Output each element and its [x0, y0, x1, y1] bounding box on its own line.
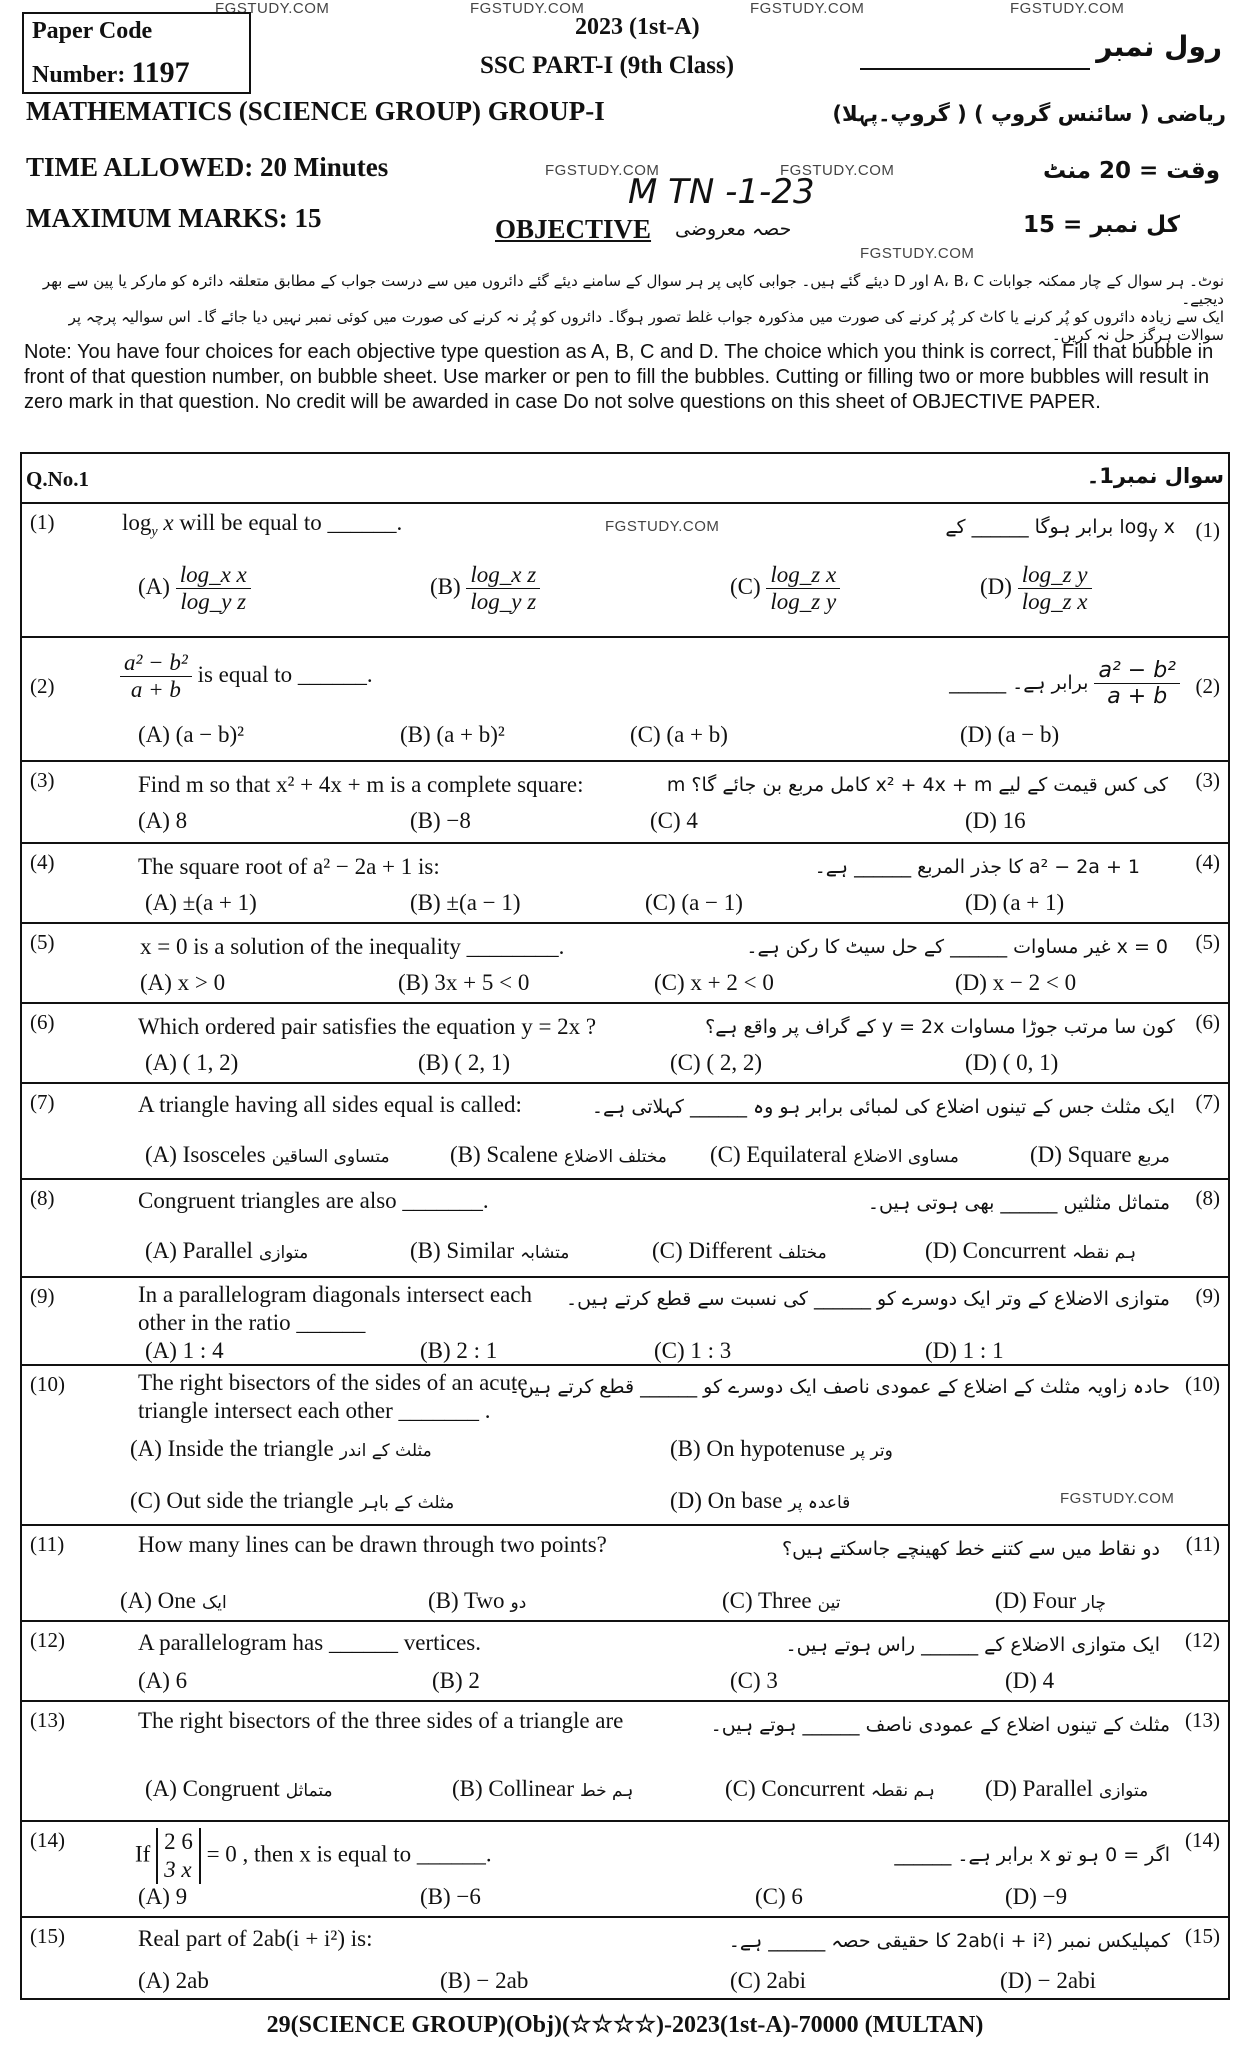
option-b: (B) Two دو	[428, 1588, 527, 1613]
watermark: FGSTUDY.COM	[215, 0, 330, 17]
question-header: Q.No.1	[26, 467, 89, 491]
question-text: The right bisectors of the sides of an acute	[138, 1370, 528, 1395]
question-10	[20, 1364, 1230, 1524]
question-1	[20, 502, 1230, 636]
question-text: Congruent triangles are also _______.	[138, 1188, 489, 1213]
option-c: (C) ( 2, 2)	[670, 1050, 762, 1075]
question-5	[20, 922, 1230, 1002]
question-15	[20, 1916, 1230, 2000]
question-text: The right bisectors of the three sides of a triangle are	[138, 1708, 624, 1733]
option-c: (C) $\frac{\text{log\_z x}}{\text{log\_z y}}$	[730, 562, 840, 615]
option-a: (A) (a − b)²	[138, 722, 245, 747]
option-a: (A) Congruent متماثل	[145, 1776, 333, 1801]
question-text-urdu: حادہ زاویہ مثلث کے اضلاع کے عمودی ناصف ایک دوسرے کو ______ قطع کرتے ہیں۔	[508, 1376, 1170, 1398]
question-text-line-2: other in the ratio ______	[138, 1310, 366, 1335]
option-b: (B) −6	[420, 1884, 481, 1909]
option-c: (C) (a − 1)	[645, 890, 743, 915]
option-b: (B) −8	[410, 808, 471, 833]
time-allowed: TIME ALLOWED: 20 Minutes	[26, 152, 389, 182]
question-number-right: (10)	[1185, 1372, 1220, 1396]
option-a: (A) 1 : 4	[145, 1338, 224, 1363]
option-d: (D) (a − b)	[960, 722, 1060, 747]
time-allowed-urdu: وقت = 20 منٹ	[1043, 158, 1220, 184]
question-text-urdu: a² − 2a + 1 کا جذر المربع ______ ہے۔	[814, 856, 1140, 878]
question-text-urdu: کمپلیکس نمبر 2ab(i + i²) کا حقیقی حصہ ______ ہے۔	[728, 1930, 1170, 1952]
option-c: (C) Different مختلف	[652, 1238, 827, 1263]
question-text-urdu: کی کس قیمت کے لیے x² + 4x + m کامل مربع بن جائے گا؟ m	[666, 774, 1168, 796]
question-text: How many lines can be drawn through two points?	[138, 1532, 607, 1557]
option-c: (C) 3	[730, 1668, 778, 1693]
watermark: FGSTUDY.COM	[1010, 0, 1125, 17]
subject-title: MATHEMATICS (SCIENCE GROUP) GROUP-I	[26, 96, 605, 126]
question-text: Which ordered pair satisfies the equation y = 2x ?	[138, 1014, 597, 1039]
question-number: (3)	[30, 768, 55, 792]
option-d: (D) − 2abi	[1000, 1968, 1096, 1993]
question-text-urdu: اگر = 0 ہو تو x برابر ہے۔ ______	[894, 1844, 1170, 1866]
question-text: x = 0 is a solution of the inequality ________.	[140, 934, 565, 959]
question-text-urdu: $\log_y x$ برابر ہوگا ______ کے	[945, 516, 1175, 542]
option-a: (A) Parallel متوازی	[145, 1238, 309, 1263]
maximum-marks: MAXIMUM MARKS: 15	[26, 203, 322, 233]
watermark: FGSTUDY.COM	[780, 162, 895, 179]
question-text: A parallelogram has ______ vertices.	[138, 1630, 481, 1655]
option-d: (D) ( 0, 1)	[965, 1050, 1059, 1075]
option-a: (A) x > 0	[140, 970, 226, 995]
option-b: (B) ±(a − 1)	[410, 890, 521, 915]
option-c: (C) 1 : 3	[654, 1338, 732, 1363]
question-number: (5)	[30, 930, 55, 954]
option-d: (D) x − 2 < 0	[955, 970, 1077, 995]
watermark: FGSTUDY.COM	[1060, 1490, 1175, 1507]
question-text-urdu: دو نقاط میں سے کتنے خط کھینچے جاسکتے ہیں؟	[782, 1538, 1160, 1560]
question-number: (8)	[30, 1186, 55, 1210]
note-english: Note: You have four choices for each objective type question as A, B, C and D. The choice which you think is correct, Fill that bubble in front of that question number, on bubble sheet. Use marker or pen to fill the bubbles. Cutting or filling two or more bubbles will result in zero mark in that question. No credit will be awarded in case Do not solve questions on this sheet of OBJECTIVE PAPER.	[24, 341, 1214, 413]
option-c: (C) Out side the triangle مثلث کے باہر	[130, 1488, 455, 1513]
question-number: (2)	[30, 674, 55, 698]
handwritten-code: M TN -1-23	[628, 172, 815, 212]
question-number-right: (7)	[1195, 1090, 1220, 1114]
question-text: $\log_y x$ will be equal to ______.	[122, 510, 403, 540]
question-number: (14)	[30, 1828, 65, 1852]
option-b: (B) (a + b)²	[400, 722, 505, 747]
option-b: (B) Collinear ہم خط	[452, 1776, 634, 1801]
watermark: FGSTUDY.COM	[545, 162, 660, 179]
question-number-right: (13)	[1185, 1708, 1220, 1732]
question-text: In a parallelogram diagonals intersect each	[138, 1282, 533, 1307]
option-d: (D) (a + 1)	[965, 890, 1065, 915]
question-6	[20, 1002, 1230, 1082]
option-a: (A) 9	[138, 1884, 188, 1909]
option-c: (C) Three تین	[722, 1588, 841, 1613]
question-number: (13)	[30, 1708, 65, 1732]
question-number: (7)	[30, 1090, 55, 1114]
option-b: (B) − 2ab	[440, 1968, 529, 1993]
note-urdu-2: ایک سے زیادہ دائروں کو پُر کرنے یا کاٹ کر پُر کرنے کی صورت میں مذکورہ جواب غلط تصور ہوگا۔ دائروں کو پُر نہ کرنے کی صورت میں کوئی نمبر نہیں دیا جائے گا۔ اس سوالیہ پرچہ پر سوالات ہرگز حل نہ کریں۔	[68, 308, 1224, 344]
option-a: (A) 6	[138, 1668, 188, 1693]
watermark: FGSTUDY.COM	[750, 0, 865, 17]
watermark: FGSTUDY.COM	[860, 245, 975, 262]
question-text: Find m so that x² + 4x + m is a complete square:	[138, 772, 584, 797]
question-4	[20, 842, 1230, 922]
question-12	[20, 1620, 1230, 1700]
option-d: (D) Parallel متوازی	[985, 1776, 1149, 1801]
option-b: (B) ( 2, 1)	[418, 1050, 510, 1075]
question-number: (10)	[30, 1372, 65, 1396]
question-2	[20, 636, 1230, 760]
question-text: The square root of a² − 2a + 1 is:	[138, 854, 440, 879]
question-number-right: (1)	[1195, 518, 1220, 542]
option-c: (C) Concurrent ہم نقطہ	[725, 1776, 935, 1801]
watermark: FGSTUDY.COM	[605, 518, 720, 535]
subject-title-urdu: ریاضی ( سائنس گروپ ) ( گروپ۔پہلا)	[832, 102, 1226, 126]
maximum-marks-urdu: کل نمبر = 15	[1023, 212, 1180, 238]
option-c: (C) 4	[650, 808, 698, 833]
question-number-right: (4)	[1195, 850, 1220, 874]
question-11	[20, 1524, 1230, 1620]
option-c: (C) x + 2 < 0	[654, 970, 774, 995]
question-number: (6)	[30, 1010, 55, 1034]
question-number-right: (5)	[1195, 930, 1220, 954]
question-9	[20, 1276, 1230, 1364]
option-d: (D) −9	[1005, 1884, 1068, 1909]
option-a: (A) 8	[138, 808, 188, 833]
question-header-urdu: سوال نمبر1۔	[1086, 464, 1224, 488]
question-13	[20, 1700, 1230, 1820]
question-number: (11)	[30, 1532, 65, 1556]
paper-code-label: Paper Code	[32, 18, 153, 44]
question-text-line-2: triangle intersect each other _______ .	[138, 1398, 491, 1423]
question-number: (12)	[30, 1628, 65, 1652]
question-8	[20, 1178, 1230, 1276]
option-b: (B) Scalene مختلف الاضلاع	[450, 1142, 667, 1167]
option-a: (A) 2ab	[138, 1968, 209, 1993]
roll-no-line	[860, 68, 1090, 70]
question-text: Real part of 2ab(i + i²) is:	[138, 1926, 373, 1951]
paper-number: Number: 1197	[32, 56, 190, 89]
option-d: (D) Concurrent ہم نقطہ	[925, 1238, 1137, 1263]
question-3	[20, 760, 1230, 842]
question-number: (1)	[30, 510, 55, 534]
option-c: (C) 6	[755, 1884, 803, 1909]
option-b: (B) On hypotenuse وتر پر	[670, 1436, 893, 1461]
option-b: (B) $\frac{\text{log\_x z}}{\text{log\_y z}}$	[430, 562, 540, 615]
question-text-urdu: کون سا مرتب جوڑا مساوات y = 2x کے گراف پر واقع ہے؟	[705, 1016, 1175, 1038]
question-number-right: (14)	[1185, 1828, 1220, 1852]
question-text-urdu: متوازی الاضلاع کے وتر ایک دوسرے کو ______ کی نسبت سے قطع کرتے ہیں۔	[566, 1288, 1170, 1310]
determinant: 2 6 3 x	[156, 1828, 201, 1884]
option-a: (A) ±(a + 1)	[145, 890, 257, 915]
question-text-urdu: مثلث کے تینوں اضلاع کے عمودی ناصف ______ ہوتے ہیں۔	[710, 1714, 1170, 1736]
question-7	[20, 1082, 1230, 1178]
question-text: A triangle having all sides equal is called:	[138, 1092, 522, 1117]
objective-label: OBJECTIVE	[495, 214, 652, 244]
option-c: (C) Equilateral مساوی الاضلاع	[710, 1142, 959, 1167]
question-number-right: (11)	[1185, 1532, 1220, 1556]
question-number-right: (8)	[1195, 1186, 1220, 1210]
watermark: FGSTUDY.COM	[470, 0, 585, 17]
question-text: If 2 6 3 x = 0 , then x is equal to ______.	[135, 1829, 492, 1882]
option-d: (D) Four چار	[995, 1588, 1107, 1613]
option-c: (C) (a + b)	[630, 722, 728, 747]
question-number-right: (6)	[1195, 1010, 1220, 1034]
question-number-right: (9)	[1195, 1284, 1220, 1308]
option-c: (C) 2abi	[730, 1968, 807, 1993]
note-urdu-1: نوٹ۔ ہر سوال کے چار ممکنہ جوابات A، B، C اور D دیئے گئے ہیں۔ جوابی کاپی پر ہر سوال کے سامنے دیئے گئے دائروں میں سے درست جواب کے مطابق متعلقہ دائرہ کو مارکر یا پین سے بھر دیجیے۔	[42, 272, 1224, 308]
option-d: (D) 16	[965, 808, 1026, 833]
question-text-urdu: ایک مثلث جس کے تینوں اضلاع کی لمبائی برابر ہو وہ ______ کہلاتی ہے۔	[591, 1096, 1175, 1118]
question-14	[20, 1820, 1230, 1916]
option-b: (B) 2 : 1	[420, 1338, 498, 1363]
question-number-right: (15)	[1185, 1924, 1220, 1948]
option-d: (D) $\frac{\text{log\_z y}}{\text{log\_z x}}$	[980, 562, 1092, 615]
option-b: (B) 2	[432, 1668, 480, 1693]
option-a: (A) One ایک	[120, 1588, 227, 1613]
question-number-right: (2)	[1195, 674, 1220, 698]
option-d: (D) 4	[1005, 1668, 1055, 1693]
option-d: (D) 1 : 1	[925, 1338, 1004, 1363]
option-b: (B) Similar متشابہ	[410, 1238, 570, 1263]
option-d: (D) Square مربع	[1030, 1142, 1170, 1167]
question-number: (15)	[30, 1924, 65, 1948]
roll-no-label: رول نمبر	[1096, 30, 1222, 63]
paper-code-box	[22, 12, 251, 94]
question-number: (9)	[30, 1284, 55, 1308]
question-text: $\frac{\text{a² − b²}}{a + b}$ is equal to ______.	[120, 650, 373, 703]
option-a: (A) ( 1, 2)	[145, 1050, 239, 1075]
exam-year: 2023 (1st-A)	[575, 14, 700, 40]
exam-title: SSC PART-I (9th Class)	[480, 52, 735, 79]
question-number: (4)	[30, 850, 55, 874]
question-number-right: (12)	[1185, 1628, 1220, 1652]
objective-label-urdu: حصہ معروضی	[675, 218, 792, 240]
question-text-urdu: متماثل مثلثیں ______ بھی ہوتی ہیں۔	[867, 1192, 1170, 1214]
question-text-urdu: $\frac{\text{a² − b²}}{a + b}$ برابر ہے۔ ______	[949, 658, 1180, 709]
option-d: (D) On base قاعدہ پر	[670, 1488, 851, 1513]
option-a: (A) $\frac{\text{log\_x x}}{\text{log\_y z}}$	[138, 562, 251, 615]
question-text-urdu: ایک متوازی الاضلاع کے ______ راس ہوتے ہیں۔	[785, 1634, 1160, 1656]
question-text-urdu: x = 0 غیر مساوات ______ کے حل سیٹ کا رکن ہے۔	[746, 936, 1168, 958]
option-b: (B) 3x + 5 < 0	[398, 970, 530, 995]
option-a: (A) Inside the triangle مثلث کے اندر	[130, 1436, 432, 1461]
paper-footer: 29(SCIENCE GROUP)(Obj)(☆☆☆☆)-2023(1st-A)-70000 (MULTAN)	[266, 2012, 984, 2038]
question-number-right: (3)	[1195, 768, 1220, 792]
option-a: (A) Isosceles متساوی الساقین	[145, 1142, 390, 1167]
